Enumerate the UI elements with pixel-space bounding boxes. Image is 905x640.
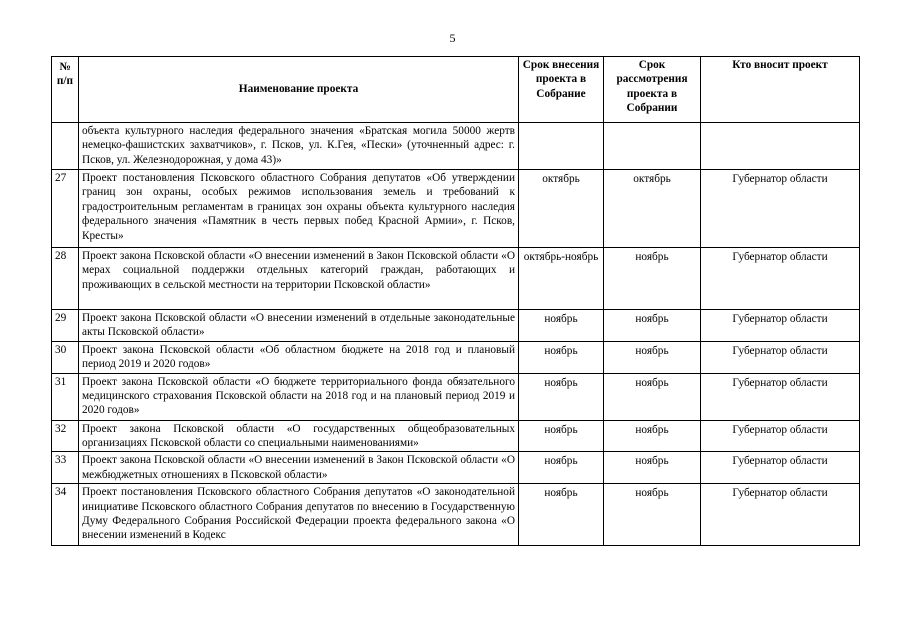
submit-deadline: ноябрь [519, 310, 604, 342]
table-row [52, 452, 860, 484]
submitter: Губернатор области [701, 484, 860, 546]
header-review-deadline: Срок рассмотрения проекта в Собрании [604, 57, 701, 123]
table-row [52, 373, 860, 420]
review-deadline: ноябрь [604, 452, 701, 484]
table-row [52, 170, 860, 248]
table-row [52, 123, 860, 170]
row-number: 27 [52, 170, 79, 248]
project-name: Проект закона Псковской области «Об областном бюджете на 2018 год и плановый период 2019 и 2020 годов» [79, 341, 519, 373]
project-name: Проект закона Псковской области «О внесении изменений в отдельные законодательные акты Псковской области» [79, 310, 519, 342]
project-name: Проект закона Псковской области «О бюджете территориального фонда обязательного медицинского страхования Псковской области на 2018 год и на плановый период 2019 и 2020 годов» [79, 373, 519, 420]
submitter: Губернатор области [701, 310, 860, 342]
submit-deadline: ноябрь [519, 341, 604, 373]
submit-deadline: ноябрь [519, 484, 604, 546]
page-number: 5 [449, 31, 456, 45]
header-name: Наименование проекта [79, 57, 519, 123]
table-row [52, 484, 860, 546]
header-num: № п/п [52, 57, 79, 123]
table-header-row [52, 57, 860, 123]
row-number [52, 123, 79, 170]
table-row [52, 248, 860, 310]
row-number: 29 [52, 310, 79, 342]
row-number: 31 [52, 373, 79, 420]
review-deadline: ноябрь [604, 484, 701, 546]
submitter: Губернатор области [701, 452, 860, 484]
submitter: Губернатор области [701, 248, 860, 310]
submitter: Губернатор области [701, 420, 860, 452]
submit-deadline: ноябрь [519, 373, 604, 420]
project-name: Проект закона Псковской области «О внесении изменений в Закон Псковской области «О мерах социальной поддержки отдельных категорий граждан, работающих и проживающих в сельской местности на территории Псковской области» [79, 248, 519, 310]
row-number: 33 [52, 452, 79, 484]
project-name: Проект постановления Псковского областного Собрания депутатов «О законодательной инициативе Псковского областного Собрания депутатов по внесению в Государственную Думу Федерального Собрания Российской Федерации проекта федерального закона «О внесении изменений в Кодекс [79, 484, 519, 546]
review-deadline: ноябрь [604, 310, 701, 342]
project-name: Проект закона Псковской области «О государственных общеобразовательных организациях Псковской области со специальными наименованиями» [79, 420, 519, 452]
submit-deadline: ноябрь [519, 420, 604, 452]
submitter: Губернатор области [701, 341, 860, 373]
projects-table [51, 56, 860, 546]
review-deadline: ноябрь [604, 420, 701, 452]
review-deadline: ноябрь [604, 341, 701, 373]
row-number: 28 [52, 248, 79, 310]
table-row [52, 341, 860, 373]
submit-deadline: ноябрь [519, 452, 604, 484]
header-submit-deadline: Срок внесения проекта в Собрание [519, 57, 604, 123]
header-submitter: Кто вносит проект [701, 57, 860, 123]
submit-deadline [519, 123, 604, 170]
project-name: объекта культурного наследия федерального значения «Братская могила 50000 жертв немецко-фашистских захватчиков», г. Псков, ул. К.Гея, «Пески» (уточненный адрес: г. Псков, ул. Железнодорожная, у дома 43)» [79, 123, 519, 170]
review-deadline [604, 123, 701, 170]
table-body [52, 123, 860, 546]
table-row [52, 310, 860, 342]
review-deadline: ноябрь [604, 248, 701, 310]
submitter: Губернатор области [701, 373, 860, 420]
submitter: Губернатор области [701, 170, 860, 248]
row-number: 30 [52, 341, 79, 373]
review-deadline: октябрь [604, 170, 701, 248]
submit-deadline: октябрь [519, 170, 604, 248]
project-name: Проект закона Псковской области «О внесении изменений в Закон Псковской области «О межбюджетных отношениях в Псковской области» [79, 452, 519, 484]
submitter [701, 123, 860, 170]
review-deadline: ноябрь [604, 373, 701, 420]
submit-deadline: октябрь-ноябрь [519, 248, 604, 310]
row-number: 32 [52, 420, 79, 452]
row-number: 34 [52, 484, 79, 546]
table-row [52, 420, 860, 452]
project-name: Проект постановления Псковского областного Собрания депутатов «Об утверждении границ зон охраны, особых режимов использования земель и требований к градостроительным регламентам в границах зон охраны объекта культурного наследия федерального значения «Памятник в честь первых побед Красной Армии», г. Псков, Кресты» [79, 170, 519, 248]
